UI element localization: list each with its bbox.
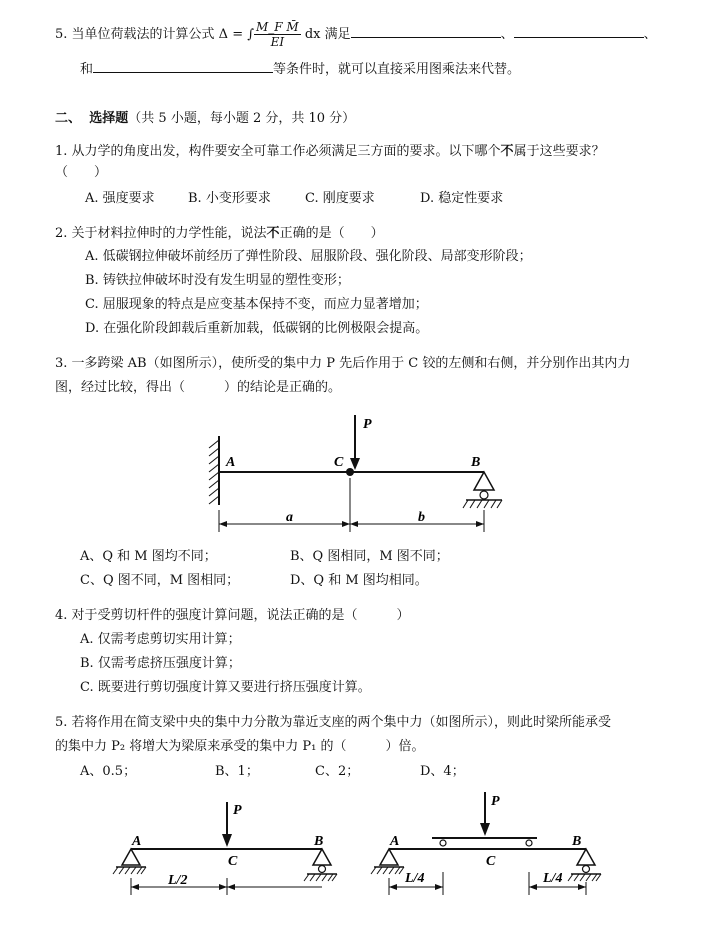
- q1-stem: 1. 从力学的角度出发，构件要安全可靠工作必须满足三方面的要求。以下哪个不属于这些要求？: [55, 144, 605, 159]
- q5-fig2-label-c: C: [486, 854, 496, 869]
- q5-fig2-load-arrowhead: [480, 823, 490, 836]
- q4-option-b[interactable]: B. 仅需考虑挤压强度计算；: [80, 656, 241, 671]
- q5-fig2-label-p: P: [491, 794, 500, 809]
- q5-fig1-support-b: [313, 849, 331, 865]
- q3-option-b[interactable]: B、Q 图相同，M 图不同；: [290, 549, 449, 564]
- q5-fig2-support-a: [380, 849, 398, 865]
- fill-q5-line1: 5. 当单位荷载法的计算公式 Δ = ∫ $\frac{\text{M\_F M̄}}{EI}$ dx 满足 、 、: [55, 20, 657, 49]
- q5-fig1-label-a: A: [132, 834, 142, 849]
- q3-option-a[interactable]: A、Q 和 M 图均不同；: [80, 549, 217, 564]
- q2-option-c[interactable]: C. 屈服现象的特点是应变基本保持不变，而应力显著增加；: [85, 297, 428, 312]
- q5-stem-line2: 的集中力 P₂ 将增大为梁原来承受的集中力 P₁ 的（ ）倍。: [55, 739, 425, 754]
- q2-stem: 2. 关于材料拉伸时的力学性能，说法不正确的是（ ）: [55, 226, 384, 241]
- q5-fig1-label-dim: L/2: [168, 873, 188, 888]
- q3-stem-line2: 图，经过比较，得出（ ）的结论是正确的。: [55, 380, 342, 395]
- q5-fig2-label-b: B: [572, 834, 582, 849]
- q5-fig2: [371, 792, 601, 895]
- q5-option-a[interactable]: A、0.5；: [80, 764, 137, 779]
- q2-option-a[interactable]: A. 低碳钢拉伸破坏前经历了弹性阶段、屈服阶段、强化阶段、局部变形阶段；: [85, 249, 532, 264]
- q5-fig1-label-p: P: [233, 803, 242, 818]
- q5-fig2-label-dim-left: L/4: [405, 871, 425, 886]
- q4-stem: 4. 对于受剪切杆件的强度计算问题，说法正确的是（ ）: [55, 608, 410, 623]
- q1-option-c[interactable]: C. 刚度要求: [305, 191, 375, 206]
- q3-label-dim-a: a: [286, 510, 293, 525]
- q5-option-c[interactable]: C、2；: [315, 764, 360, 779]
- q3-label-c: C: [334, 455, 344, 470]
- q5-fig1: [113, 802, 337, 895]
- q3-option-d[interactable]: D、Q 和 M 图均相同。: [290, 573, 428, 588]
- q5-fig1-support-a: [122, 849, 140, 865]
- q3-stem-line1: 3. 一多跨梁 AB（如图所示），使所受的集中力 P 先后作用于 C 铰的左侧和右侧，并分别作出其内力: [55, 356, 631, 371]
- q2-option-b[interactable]: B. 铸铁拉伸破坏时没有发生明显的塑性变形；: [85, 273, 350, 288]
- q5-fig1-label-b: B: [314, 834, 324, 849]
- q2-option-d[interactable]: D. 在强化阶段卸载后重新加载，低碳钢的比例极限会提高。: [85, 321, 429, 336]
- q5-stem-line1: 5. 若将作用在简支梁中央的集中力分散为靠近支座的两个集中力（如图所示），则此时梁所能承受: [55, 715, 612, 730]
- fill-q5-line2: 和 等条件时，就可以直接采用图乘法来代替。: [80, 62, 521, 77]
- q3-label-dim-b: b: [418, 510, 425, 525]
- q5-fig2-label-dim-right: L/4: [543, 871, 563, 886]
- q5-fig1-label-c: C: [228, 854, 238, 869]
- q5-fig2-label-a: A: [390, 834, 400, 849]
- q1-option-d[interactable]: D. 稳定性要求: [420, 191, 504, 206]
- q5-fig1-load-arrowhead: [222, 834, 232, 847]
- q5-option-b[interactable]: B、1；: [215, 764, 259, 779]
- q3-label-a: A: [226, 455, 236, 470]
- q1-option-a[interactable]: A. 强度要求: [85, 191, 155, 206]
- q4-option-a[interactable]: A. 仅需考虑剪切实用计算；: [80, 632, 241, 647]
- q3-label-p: P: [363, 417, 372, 432]
- q1-paren: （ ）: [55, 165, 108, 180]
- q5-option-d[interactable]: D、4；: [420, 764, 465, 779]
- q4-option-c[interactable]: C. 既要进行剪切强度计算又要进行挤压强度计算。: [80, 680, 371, 695]
- section2-header: 二、 选择题（共 5 小题，每小题 2 分，共 10 分）: [55, 111, 356, 126]
- q1-option-b[interactable]: B. 小变形要求: [188, 191, 271, 206]
- formula-fraction: $\frac{\text{M\_F M̄}}{EI}$: [256, 20, 299, 49]
- q5-fig2-support-b: [577, 849, 595, 865]
- q3-option-c[interactable]: C、Q 图不同，M 图相同；: [80, 573, 240, 588]
- q3-label-b: B: [471, 455, 481, 470]
